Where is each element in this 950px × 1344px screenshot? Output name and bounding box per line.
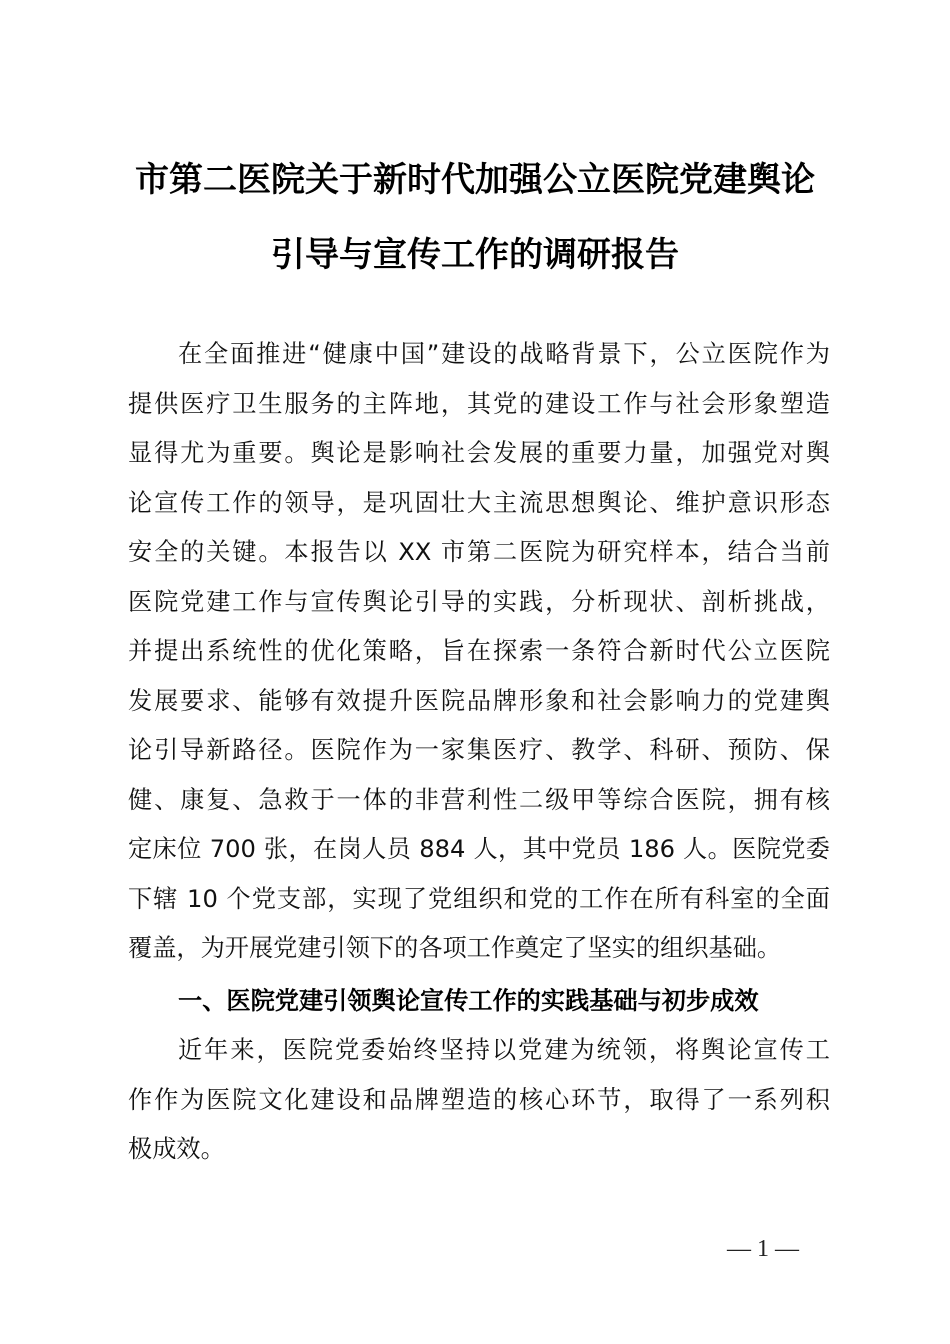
paragraph-line: 并提出系统性的优化策略，旨在探索一条符合新时代公立医院 (128, 637, 830, 665)
paragraph-line: 健、康复、急救于一体的非营利性二级甲等综合医院，拥有核 (128, 786, 830, 814)
paragraph-line: 显得尤为重要。舆论是影响社会发展的重要力量，加强党对舆 (128, 439, 830, 467)
paragraph-line: 作作为医院文化建设和品牌塑造的核心环节，取得了一系列积 (128, 1086, 830, 1114)
document-title-line-2: 引导与宣传工作的调研报告 (271, 235, 679, 275)
paragraph-line: 近年来，医院党委始终坚持以党建为统领，将舆论宣传工 (178, 1036, 830, 1064)
paragraph-line: 下辖 10 个党支部，实现了党组织和党的工作在所有科室的全面 (128, 885, 830, 913)
paragraph-line: 在全面推进“健康中国”建设的战略背景下，公立医院作为 (178, 340, 830, 368)
paragraph-line: 定床位 700 张，在岗人员 884 人，其中党员 186 人。医院党委 (128, 835, 830, 863)
paragraph-line: 极成效。 (128, 1135, 225, 1163)
paragraph-line: 发展要求、能够有效提升医院品牌形象和社会影响力的党建舆 (128, 687, 830, 715)
paragraph-line: 提供医疗卫生服务的主阵地，其党的建设工作与社会形象塑造 (128, 390, 830, 418)
page-number: — 1 — (727, 1236, 799, 1262)
document-title-line-1: 市第二医院关于新时代加强公立医院党建舆论 (135, 160, 815, 200)
section-heading-1: 一、医院党建引领舆论宣传工作的实践基础与初步成效 (178, 987, 759, 1015)
paragraph-line: 论引导新路径。医院作为一家集医疗、教学、科研、预防、保 (128, 736, 830, 764)
paragraph-line: 论宣传工作的领导，是巩固壮大主流思想舆论、维护意识形态 (128, 489, 830, 517)
paragraph-line: 医院党建工作与宣传舆论引导的实践，分析现状、剖析挑战， (128, 588, 830, 616)
paragraph-line: 覆盖，为开展党建引领下的各项工作奠定了坚实的组织基础。 (128, 934, 782, 962)
paragraph-line: 安全的关键。本报告以 XX 市第二医院为研究样本，结合当前 (128, 538, 830, 566)
